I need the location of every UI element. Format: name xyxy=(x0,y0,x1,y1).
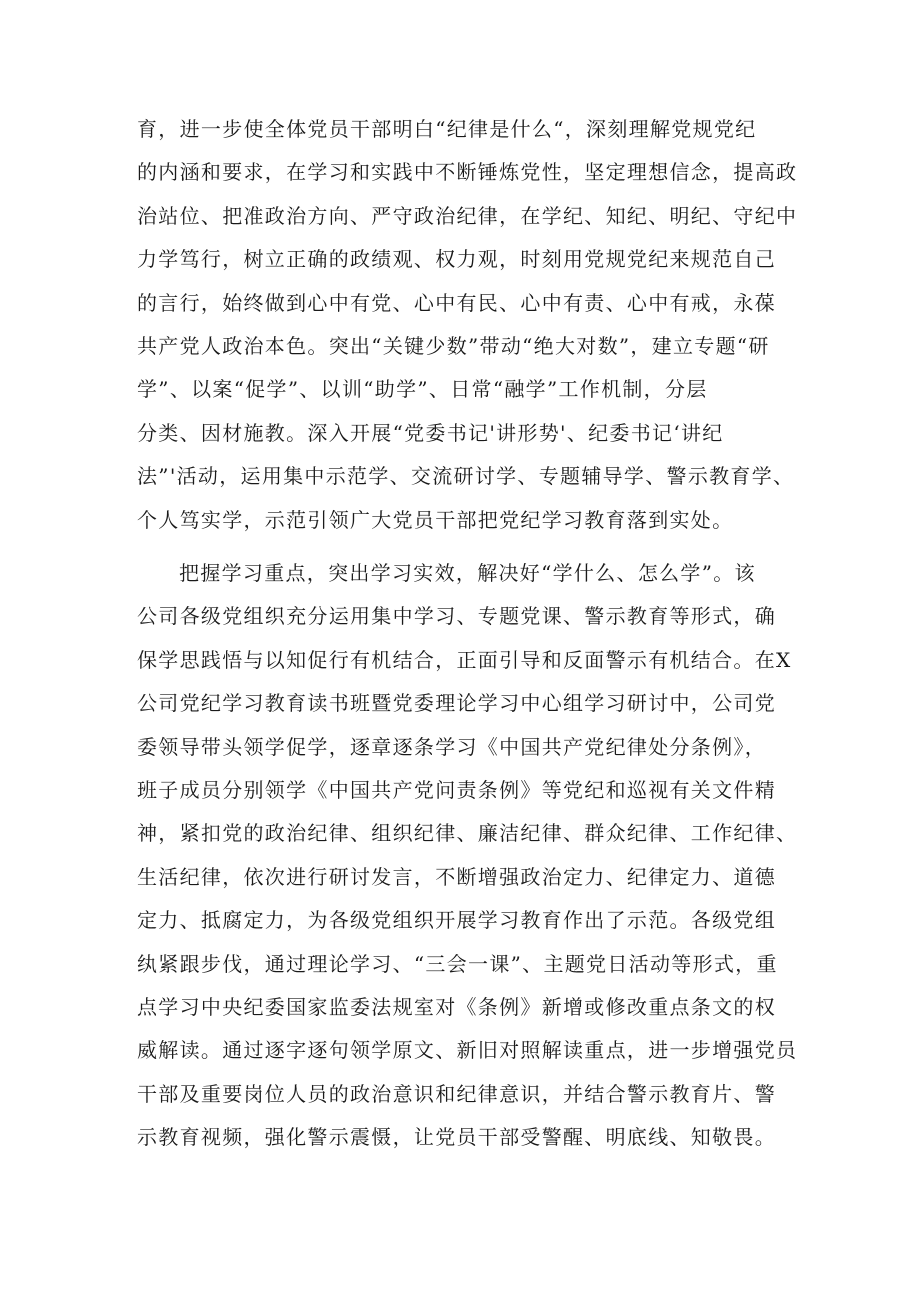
text-line: 公司各级党组织充分运用集中学习、专题党课、警示教育等形式，确 xyxy=(137,604,776,629)
paragraph-1 xyxy=(137,108,797,542)
text-line: 育，进一步使全体党员干部明白“纪律是什么“，深刻理解党规党纪 xyxy=(137,117,757,141)
text-line-first: 把握学习重点，突出学习实效，解决好“学什么、怎么学”。该 xyxy=(179,561,756,585)
text-line: 干部及重要岗位人员的政治意识和纪律意识，并结合警示教育片、警 xyxy=(137,1081,776,1106)
text-line: 威解读。通过逐字逐句领学原文、新旧对照解读重点，进一步增强党员 xyxy=(137,1038,798,1063)
text-line: 的言行，始终做到心中有党、心中有民、心中有责、心中有戒，永葆 xyxy=(137,290,776,315)
text-line: 神，紧扣党的政治纪律、组织纪律、廉洁纪律、群众纪律、工作纪律、 xyxy=(137,821,798,846)
text-line: 定力、抵腐定力，为各级党组织开展学习教育作出了示范。各级党组 xyxy=(137,908,776,933)
text-line: 示教育视频，强化警示震慑，让党员干部受警醒、明底线、知敬畏。 xyxy=(137,1125,776,1150)
text-line: 分类、因材施教。深入开展“党委书记'讲形势'、纪委书记‘讲纪 xyxy=(137,420,724,445)
text-line: 个人笃实学，示范引领广大党员干部把党纪学习教育落到实处。 xyxy=(137,507,734,532)
text-line: 的内涵和要求，在学习和实践中不断锤炼党性，坚定理想信念，提高政 xyxy=(137,160,798,185)
text-line: 学”、以案“促学”、以训“助学”、日常“融学”工作机制，分层 xyxy=(137,377,708,402)
text-line: 共产党人政治本色。突出“关键少数”带动“绝大对数”，建立专题“研 xyxy=(137,333,770,358)
text-line: 纨紧跟步伐，通过理论学习、“三会一课”、主题党日活动等形式，重 xyxy=(137,951,778,976)
text-line: 法”'活动，运用集中示范学、交流研讨学、专题辅导学、警示教育学、 xyxy=(137,464,795,489)
text-line: 生活纪律，依次进行研讨发言，不断增强政治定力、纪律定力、道德 xyxy=(137,864,776,889)
text-line: 公司党纪学习教育读书班暨党委理论学习中心组学习研讨中，公司党 xyxy=(137,691,776,716)
paragraph-2 xyxy=(137,552,797,1159)
text-line: 力学笃行，树立正确的政绩观、权力观，时刻用党规党纪来规范自己 xyxy=(137,247,776,272)
text-line: 治站位、把准政治方向、严守政治纪律，在学纪、知纪、明纪、守纪中 xyxy=(137,203,798,228)
text-line: 委领导带头领学促学，逐章逐条学习《中国共产党纪律处分条例》， xyxy=(137,734,766,759)
text-line: 点学习中央纪委国家监委法规室对《条例》新增或修改重点条文的权 xyxy=(137,994,776,1019)
text-line: 保学思践悟与以知促行有机结合，正面引导和反面警示有机结合。在X xyxy=(137,647,792,672)
text-line: 班子成员分别领学《中国共产党问责条例》等党纪和巡视有关文件精 xyxy=(137,777,776,802)
